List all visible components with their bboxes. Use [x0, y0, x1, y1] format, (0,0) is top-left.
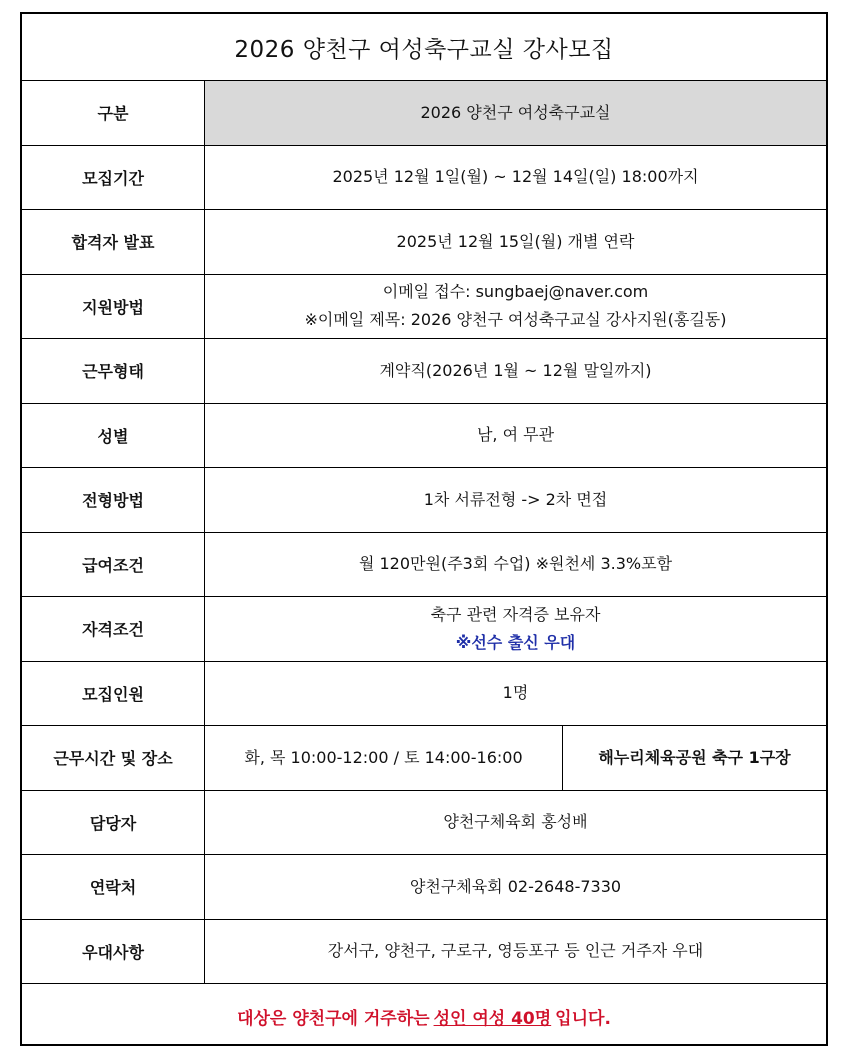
row-value: 양천구체육회 02-2648-7330 — [409, 876, 622, 896]
row-label: 모집인원 — [22, 662, 205, 726]
row-label: 급여조건 — [22, 533, 205, 597]
row-employment-type — [22, 339, 826, 404]
apply-email-line: 이메일 접수: sungbaej@naver.com — [382, 282, 649, 302]
row-value: 남, 여 무관 — [476, 425, 555, 445]
row-label: 담당자 — [22, 791, 205, 855]
work-location: 해누리체육공원 축구 1구장 — [598, 747, 791, 767]
target-notice — [22, 984, 826, 1048]
notice-text-highlight: 성인 여성 40명 — [433, 1008, 552, 1029]
row-label: 연락처 — [22, 855, 205, 919]
row-value: 강서구, 양천구, 구로구, 영등포구 등 인근 거주자 우대 — [327, 941, 704, 961]
row-category — [22, 81, 826, 146]
row-announcement — [22, 210, 826, 275]
row-label: 전형방법 — [22, 468, 205, 532]
notice-text-pre: 대상은 양천구에 거주하는 — [237, 1008, 430, 1029]
row-schedule-location — [22, 726, 826, 791]
row-label: 합격자 발표 — [22, 210, 205, 274]
row-label: 성별 — [22, 404, 205, 468]
row-headcount — [22, 662, 826, 727]
apply-subject-line: ※이메일 제목: 2026 양천구 여성축구교실 강사지원(홍길동) — [304, 310, 727, 330]
qualification-line: 축구 관련 자격증 보유자 — [430, 604, 601, 624]
recruitment-notice — [20, 12, 828, 1046]
work-hours: 화, 목 10:00-12:00 / 토 14:00-16:00 — [205, 726, 563, 790]
row-contact — [22, 855, 826, 920]
row-value: 양천구체육회 홍성배 — [443, 812, 588, 832]
row-label: 모집기간 — [22, 146, 205, 210]
row-selection — [22, 468, 826, 533]
row-salary — [22, 533, 826, 598]
row-value: 2026 양천구 여성축구교실 — [205, 81, 826, 145]
row-value: 월 120만원(주3회 수업) ※원천세 3.3%포함 — [358, 554, 673, 574]
document-title: 2026 양천구 여성축구교실 강사모집 — [22, 14, 826, 81]
row-value: 1차 서류전형 -> 2차 면접 — [423, 489, 608, 509]
row-label: 자격조건 — [22, 597, 205, 661]
row-gender — [22, 404, 826, 469]
notice-text-post: 입니다. — [555, 1008, 611, 1029]
row-value: 계약직(2026년 1월 ~ 12월 말일까지) — [379, 360, 652, 380]
row-value — [205, 275, 826, 339]
row-value: 1명 — [502, 683, 529, 703]
row-preference — [22, 920, 826, 985]
row-apply-method — [22, 275, 826, 340]
row-value: 2025년 12월 15일(월) 개별 연락 — [396, 231, 635, 251]
row-value — [205, 726, 826, 790]
row-label: 우대사항 — [22, 920, 205, 984]
row-qualification — [22, 597, 826, 662]
row-label: 근무형태 — [22, 339, 205, 403]
row-period — [22, 146, 826, 211]
row-value: 2025년 12월 1일(월) ~ 12월 14일(일) 18:00까지 — [332, 167, 699, 187]
row-label: 지원방법 — [22, 275, 205, 339]
row-label: 구분 — [22, 81, 205, 145]
row-label: 근무시간 및 장소 — [22, 726, 205, 790]
preference-note: ※선수 출신 우대 — [455, 632, 576, 652]
row-value — [205, 597, 826, 661]
row-manager — [22, 791, 826, 856]
